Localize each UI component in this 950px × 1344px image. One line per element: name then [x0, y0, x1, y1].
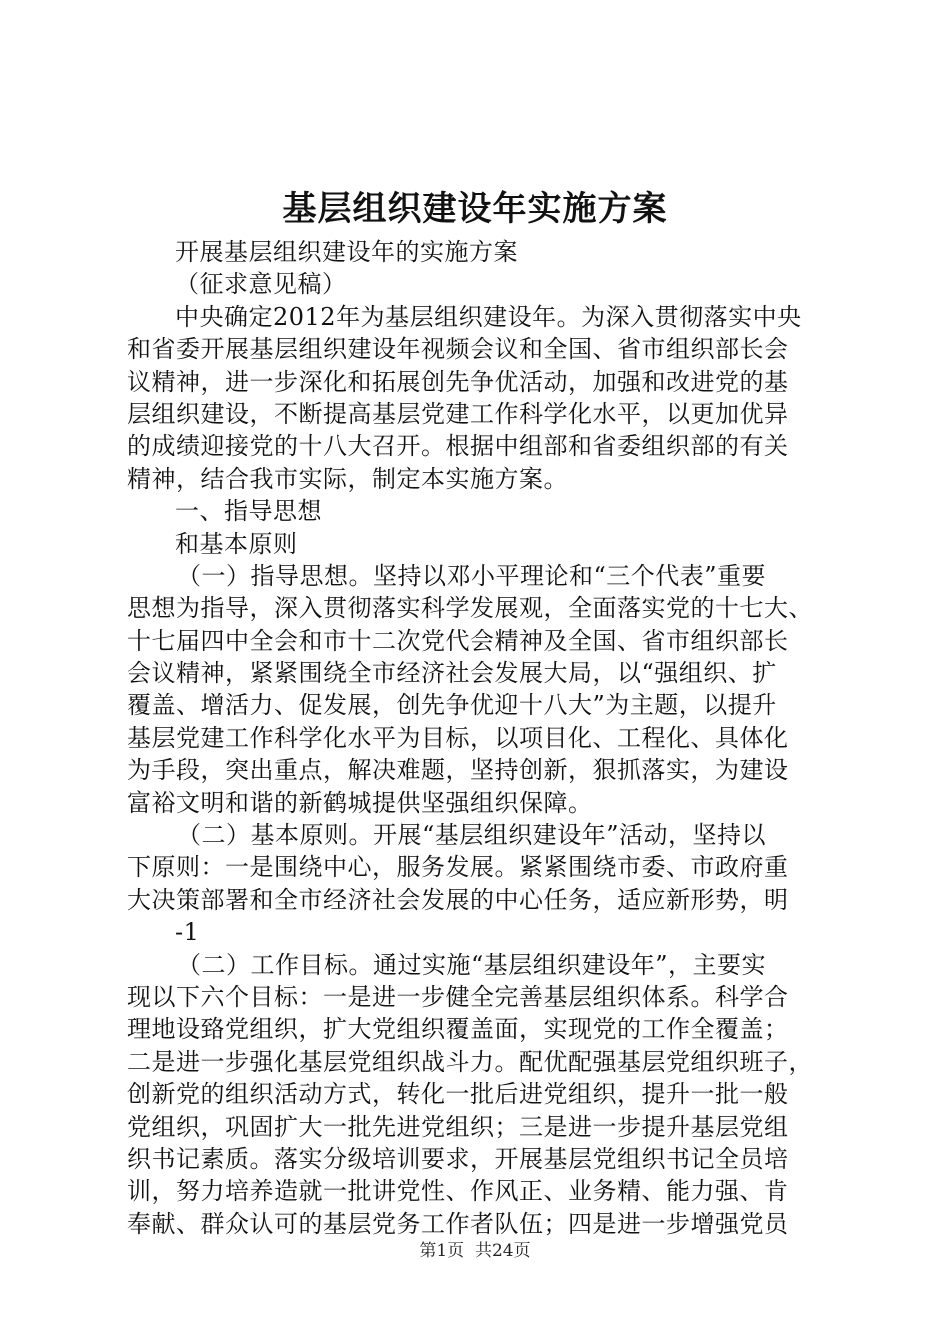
body-line: （一）指导思想。坚持以邓小平理论和“三个代表”重要: [177, 561, 767, 590]
body-line: 二是进一步强化基层党组织战斗力。配优配强基层党组织班子，: [127, 1047, 813, 1076]
body-line: 和省委开展基层组织建设年视频会议和全国、省市组织部长会: [127, 335, 789, 364]
body-line: 会议精神，紧紧围绕全市经济社会发展大局，以“强组织、扩: [127, 659, 777, 688]
body-line: 思想为指导，深入贯彻落实科学发展观，全面落实党的十七大、: [127, 594, 813, 623]
section-heading: 一、指导思想: [175, 497, 322, 526]
document-title: 基层组织建设年实施方案: [282, 189, 668, 229]
body-line: 织书记素质。落实分级培训要求，开展基层党组织书记全员培: [127, 1144, 789, 1173]
document-body: [127, 236, 842, 1240]
body-line: 层组织建设，不断提高基层党建工作科学化水平，以更加优异: [127, 399, 789, 428]
body-line: 为手段，突出重点，解决难题，坚持创新，狠抓落实，为建设: [127, 756, 789, 785]
body-line: 奉献、群众认可的基层党务工作者队伍；四是进一步增强党员: [127, 1209, 789, 1238]
body-line: 十七届四中全会和市十二次党代会精神及全国、省市组织部长: [127, 626, 789, 655]
page-footer: [0, 1239, 950, 1263]
page-number: 第1页 共24页: [419, 1241, 531, 1261]
draft-note-line: （征求意见稿）: [175, 270, 347, 299]
section-heading-cont: 和基本原则: [175, 529, 298, 558]
subtitle-line: 开展基层组织建设年的实施方案: [175, 238, 518, 266]
body-line: （二）基本原则。开展“基层组织建设年”活动，坚持以: [177, 821, 767, 850]
body-line: 党组织，巩固扩大一批先进党组织；三是进一步提升基层党组: [127, 1112, 789, 1141]
body-line: 中央确定2012年为基层组织建设年。为深入贯彻落实中央: [175, 302, 802, 331]
body-line: 富裕文明和谐的新鹤城提供坚强组织保障。: [127, 788, 593, 817]
body-line: 理地设臵党组织，扩大党组织覆盖面，实现党的工作全覆盖；: [127, 1015, 789, 1044]
body-line: 创新党的组织活动方式，转化一批后进党组织，提升一批一般: [127, 1080, 789, 1109]
body-line: 现以下六个目标：一是进一步健全完善基层组织体系。科学合: [127, 982, 789, 1011]
body-line: 的成绩迎接党的十八大召开。根据中组部和省委组织部的有关: [127, 432, 789, 461]
body-line: 下原则：一是围绕中心，服务发展。紧紧围绕市委、市政府重: [127, 853, 789, 882]
body-line: 议精神，进一步深化和拓展创先争优活动，加强和改进党的基: [127, 367, 789, 396]
body-line: 大决策部署和全市经济社会发展的中心任务，适应新形势，明: [127, 885, 789, 914]
body-line: 精神，结合我市实际，制定本实施方案。: [127, 464, 568, 493]
body-line: 训，努力培养造就一批讲党性、作风正、业务精、能力强、肯: [127, 1177, 789, 1206]
body-line: 基层党建工作科学化水平为目标，以项目化、工程化、具体化: [127, 723, 789, 752]
body-line: （二）工作目标。通过实施“基层组织建设年”，主要实: [177, 950, 767, 979]
inline-page-marker: -1: [175, 918, 200, 947]
body-line: 覆盖、增活力、促发展，创先争优迎十八大”为主题，以提升: [127, 691, 777, 720]
